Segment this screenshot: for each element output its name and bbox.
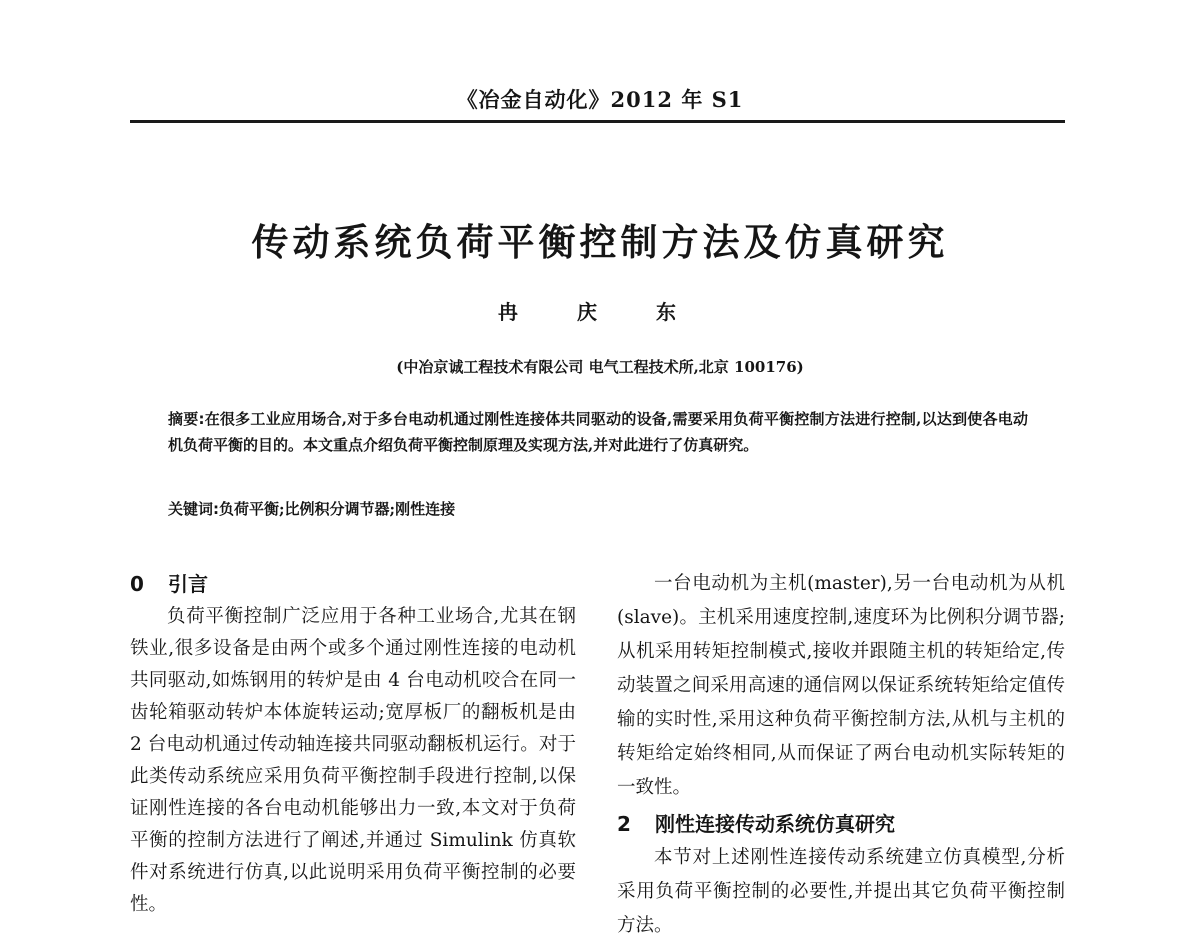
section-2-heading (617, 807, 1065, 841)
section-0-title: 引言 (168, 572, 208, 596)
keywords (168, 496, 1028, 522)
abstract (168, 406, 1028, 458)
abstract-label: 摘要: (168, 410, 205, 428)
journal-header: 《冶金自动化》2012 年 S1 (456, 87, 744, 112)
right-column (617, 567, 1065, 943)
author-affiliation: (中冶京诚工程技术有限公司 电气工程技术所,北京 100176) (396, 358, 804, 376)
section-2-paragraph: 本节对上述刚性连接传动系统建立仿真模型,分析采用负荷平衡控制的必要性,并提出其它负荷平衡控制方法。 (617, 847, 1065, 936)
section-0-number: 0 (130, 572, 144, 596)
section-0-paragraph: 负荷平衡控制广泛应用于各种工业场合,尤其在钢铁业,很多设备是由两个或多个通过刚性连接的电动机共同驱动,如炼钢用的转炉是由 4 台电动机咬合在同一齿轮箱驱动转炉本体旋转运动;宽厚板厂的翻板机是由 2 台电动机通过传动轴连接共同驱动翻板机运行。对于此类传动系统应采用负荷平衡控制手段进行控制,以保证刚性连接的各台电动机能够出力一致,本文对于负荷平衡的控制方法进行了阐述,并通过 Simulink 仿真软件对系统进行仿真,以此说明采用负荷平衡控制的必要性。 (130, 606, 576, 915)
keywords-text: 负荷平衡;比例积分调节器;刚性连接 (219, 500, 456, 518)
author-name: 冉 庆 东 (498, 300, 702, 324)
right-column-paragraph-1: 一台电动机为主机(master),另一台电动机为从机(slave)。主机采用速度控制,速度环为比例积分调节器;从机采用转矩控制模式,接收并跟随主机的转矩给定,传动装置之间采用高速的通信网以保证系统转矩给定值传输的实时性,采用这种负荷平衡控制方法,从机与主机的转矩给定始终相同,从而保证了两台电动机实际转矩的一致性。 (617, 573, 1065, 798)
section-2-title: 刚性连接传动系统仿真研究 (655, 812, 895, 836)
header-rule (130, 120, 1065, 123)
keywords-label: 关键词: (168, 500, 219, 518)
section-0-heading (130, 567, 576, 601)
section-2-number: 2 (617, 812, 631, 836)
abstract-text: 在很多工业应用场合,对于多台电动机通过刚性连接体共同驱动的设备,需要采用负荷平衡控制方法进行控制,以达到使各电动机负荷平衡的目的。本文重点介绍负荷平衡控制原理及实现方法,并对此进行了仿真研究。 (168, 410, 1028, 454)
paper-title: 传动系统负荷平衡控制方法及仿真研究 (251, 221, 949, 264)
left-column (130, 567, 576, 921)
